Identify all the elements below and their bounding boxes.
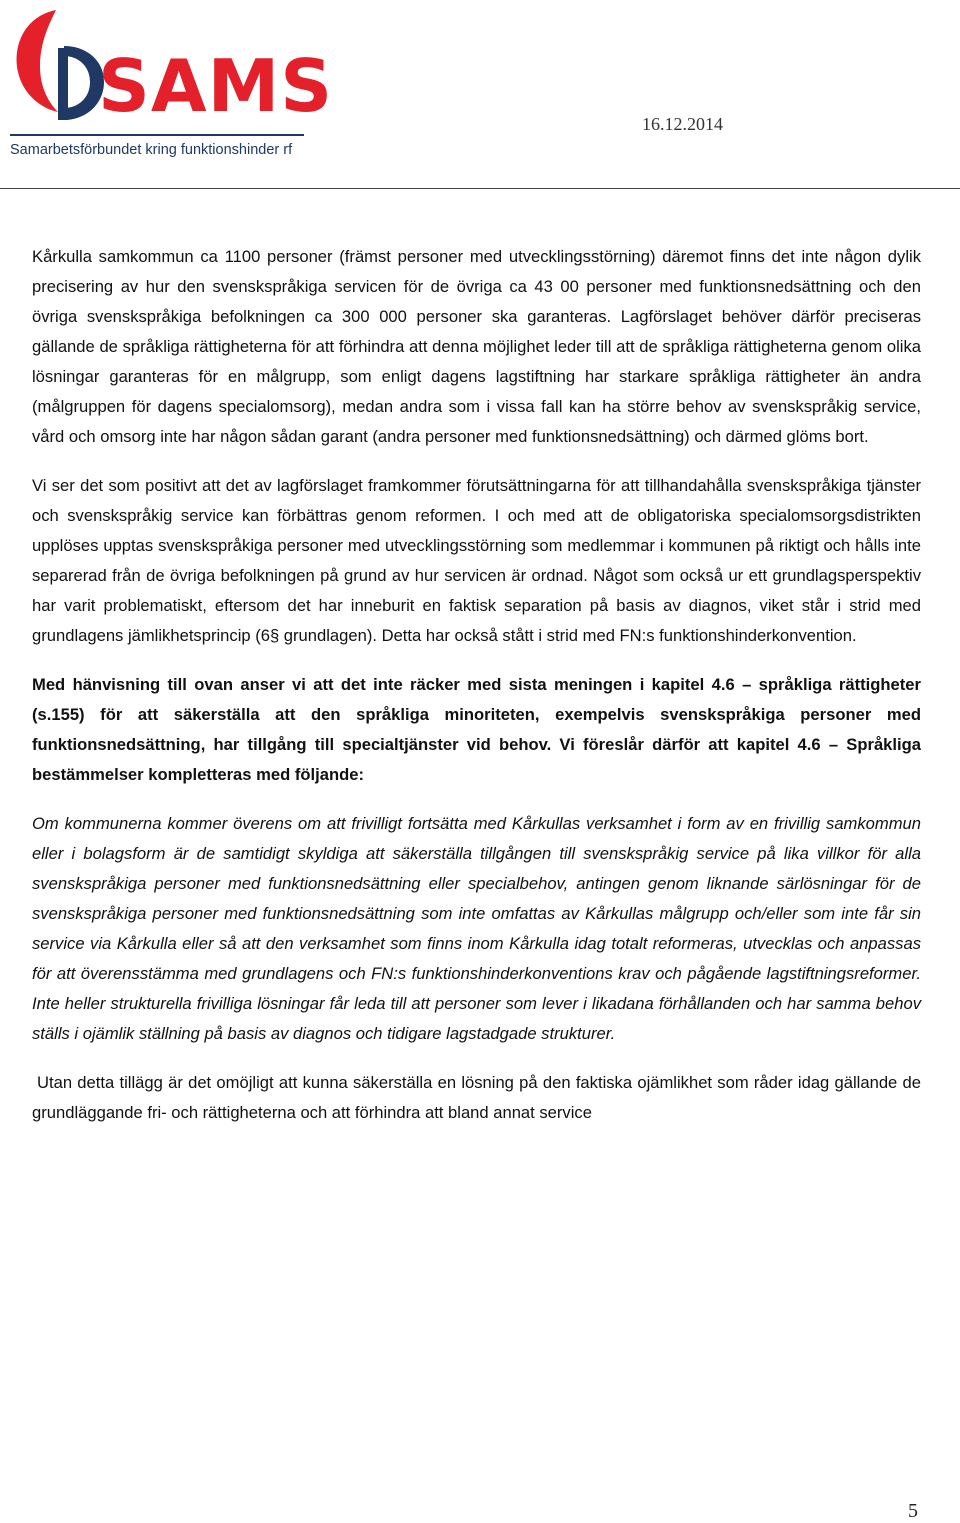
- paragraph-2: Vi ser det som positivt att det av lagförslaget framkommer förutsättningarna för att tillhandahålla svenskspråkiga tjänster och svenskspråkig service kan förbättras genom reformen. I och med att de obligatoriska specialomsorgsdistrikten upplöses upptas svenskspråkiga personer med utvecklingsstörning som medlemmar i kommunen på riktigt och hålls inte separerad från de övriga befolkningen på grund av hur servicen är ordnad. Något som också ur ett grundlagsperspektiv har varit problematiskt, eftersom det har inneburit en faktisk separation på basis av diagnos, viket står i strid med grundlagens jämlikhetsprincip (6§ grundlagen). Detta har också stått i strid med FN:s funktionshinderkonvention.: [32, 476, 921, 645]
- paragraph-5: Utan detta tillägg är det omöjligt att kunna säkerställa en lösning på den faktiska ojämlikhet som råder idag gällande de grundläggande fri- och rättigheterna och att förhindra att bland annat service: [32, 1073, 921, 1122]
- document-date: 16.12.2014: [642, 114, 723, 134]
- paragraph-4-italic: Om kommunerna kommer överens om att frivilligt fortsätta med Kårkullas verksamhet i form av en frivillig samkommun eller i bolagsform är de samtidigt skyldiga att säkerställa tillgången till svenskspråkig service på lika villkor för alla svenskspråkiga personer med funktionsnedsättning eller specialbehov, antingen genom liknande särlösningar för de svenskspråkiga personer med funktionsnedsättning som inte omfattas av Kårkullas målgrupp och/eller som inte får sin service via Kårkulla eller så att den verksamhet som finns inom Kårkulla idag totalt reformeras, utvecklas och anpassas för att överensstämma med grundlagens och FN:s funktionshinderkonventions krav och pågående lagstiftningsreformer. Inte heller strukturella frivilliga lösningar får leda till att personer som lever i likadana förhållanden och har samma behov ställs i ojämlik ställning på basis av diagnos och tidigare lagstadgade strukturer.: [32, 814, 921, 1043]
- paragraph-1: Kårkulla samkommun ca 1100 personer (främst personer med utvecklingsstörning) däremot finns det inte någon dylik precisering av hur den svenskspråkiga servicen för de övriga ca 43 00 personer med funktionsnedsättning och den övriga svenskspråkiga befolkningen ca 300 000 personer ska garanteras. Lagförslaget behöver därför preciseras gällande de språkliga rättigheterna för att förhindra att denna möjlighet leder till att de språkliga rättigheterna genom olika lösningar garanteras för en målgrupp, som enligt dagens lagstiftning har starkare språkliga rättigheter än andra (målgruppen för dagens specialomsorg), medan andra som i vissa fall kan ha större behov av svenskspråkig service, vård och omsorg inte har någon sådan garant (andra personer med funktionsnedsättning) och därmed glöms bort.: [32, 247, 921, 446]
- logo-divider: [10, 134, 304, 136]
- page-number: 5: [908, 1500, 918, 1522]
- document-body: [32, 242, 921, 1147]
- logo-wordmark: SAMS: [98, 44, 334, 128]
- paragraph-3-bold: Med hänvisning till ovan anser vi att det inte räcker med sista meningen i kapitel 4.6 – språkliga rättigheter (s.155) för att säkerställa att den språkliga minoriteten, exempelvis svenskspråkiga personer med funktionsnedsättning, har tillgång till specialtjänster vid behov. Vi föreslår därför att kapitel 4.6 – Språkliga bestämmelser kompletteras med följande:: [32, 675, 921, 784]
- sams-logo: [8, 8, 334, 160]
- logo-subtitle: Samarbetsförbundet kring funktionshinder rf: [10, 142, 293, 158]
- header-divider: [0, 188, 960, 189]
